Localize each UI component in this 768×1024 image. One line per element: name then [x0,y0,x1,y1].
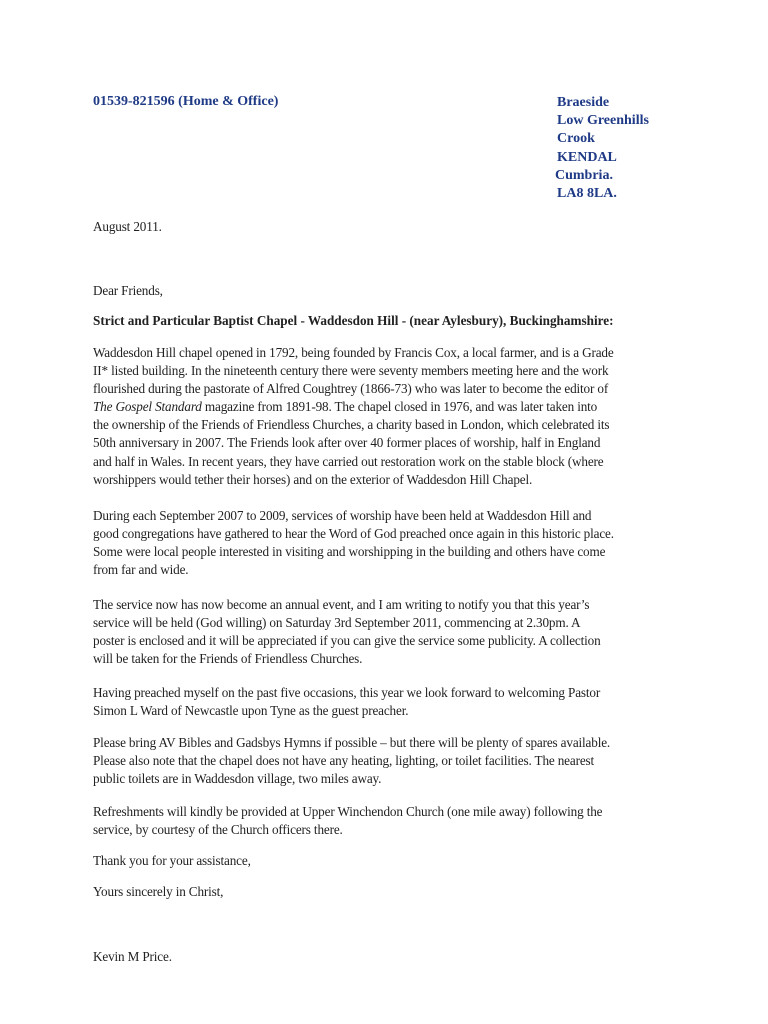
address-line: LA8 8LA. [557,186,617,202]
address-line: Braeside [557,95,610,110]
signature-name: Kevin M Price. [93,949,172,964]
paragraph-preacher: Having preached myself on the past five occasions, this year we look forward to welcoming Pastor Simon L Ward of Newcastle upon Tyne as the guest preacher. [93,685,601,719]
letter-date: August 2011. [93,219,162,234]
address-line: Low Greenhills [557,113,649,129]
paragraph-refreshments: Refreshments will kindly be provided at Upper Winchendon Church (one mile away) following the service, by courtesy of the Church officers there. [93,804,603,838]
closing-line: Yours sincerely in Christ, [93,884,224,899]
letterhead-address [557,94,649,203]
address-line: Cumbria. [555,167,613,183]
paragraph-history: Waddesdon Hill chapel opened in 1792, being founded by Francis Cox, a local farmer, and is a Grade II* listed building. In the nineteenth century there were seventy members meeting here and the work flourished during the pastorate of Alfred Coughtrey (1866-73) who was later to become the editor of The Gospel Standard magazine from 1891-98. The chapel closed in 1976, and was later taken into the ownership of the Friends of Friendless Churches, a charity based in London, which celebrated its 50th anniversary in 2007. The Friends look after over 40 former places of worship, half in England and half in Wales. In recent years, they have carried out restoration work on the stable block (where worshippers would tether their horses) and on the exterior of Waddesdon Hill Chapel. [93,345,614,487]
address-line: KENDAL [557,149,617,165]
address-line: Crook [557,131,595,147]
subject-heading: Strict and Particular Baptist Chapel - Waddesdon Hill - (near Aylesbury), Buckinghamshire: [93,313,614,328]
salutation: Dear Friends, [93,283,163,298]
thanks-line: Thank you for your assistance, [93,853,251,868]
magazine-title: The Gospel Standard [93,399,202,415]
letterhead-phone: 01539-821596 (Home & Office) [93,94,279,109]
paragraph-practical: Please bring AV Bibles and Gadsbys Hymns if possible – but there will be plenty of spares available. Please also note that the chapel does not have any heating, lighting, or toilet facilities. The nearest public toilets are in Waddesdon village, two miles away. [93,735,611,787]
paragraph-annual-event: The service now has now become an annual event, and I am writing to notify you that this year’s service will be held (God willing) on Saturday 3rd September 2011, commencing at 2.30pm. A poster is enclosed and it will be appreciated if you can give the service some publicity. A collection will be taken for the Friends of Friendless Churches. [93,597,601,667]
paragraph-services: During each September 2007 to 2009, services of worship have been held at Waddesdon Hill and good congregations have gathered to hear the Word of God preached once again in this historic place. Some were local people interested in visiting and worshipping in the building and others have come from far and wide. [93,508,614,578]
